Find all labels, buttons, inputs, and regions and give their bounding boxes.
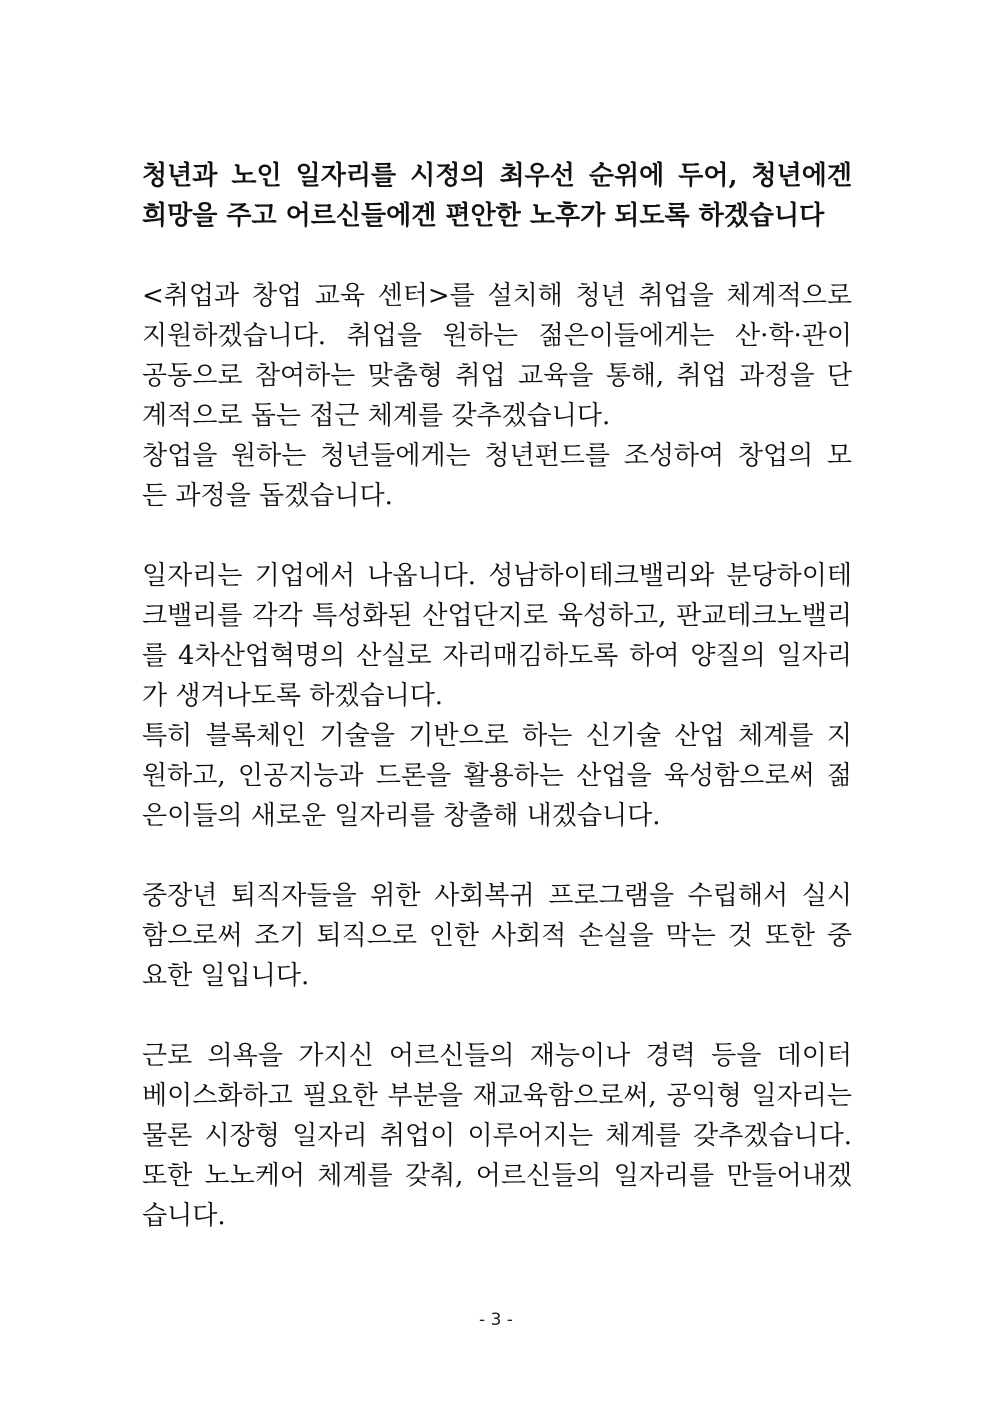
- text-line: 창업을 원하는 청년들에게는 청년펀드를 조성하여 창업의 모: [142, 441, 852, 471]
- text-line: 습니다.: [142, 1201, 226, 1231]
- text-line: 공동으로 참여하는 맞춤형 취업 교육을 통해, 취업 과정을 단: [142, 361, 852, 391]
- text-line: 함으로써 조기 퇴직으로 인한 사회적 손실을 막는 것 또한 중: [142, 921, 852, 951]
- text-line: 은이들의 새로운 일자리를 창출해 내겠습니다.: [142, 801, 661, 831]
- text-line: 크밸리를 각각 특성화된 산업단지로 육성하고, 판교테크노밸리: [142, 601, 852, 631]
- page-number: - 3 -: [479, 1310, 513, 1330]
- paragraph-gap: [142, 236, 852, 276]
- text-line: 베이스화하고 필요한 부분을 재교육함으로써, 공익형 일자리는: [142, 1081, 852, 1111]
- text-line: 또한 노노케어 체계를 갖춰, 어르신들의 일자리를 만들어내겠: [142, 1161, 852, 1191]
- text-line: 든 과정을 돕겠습니다.: [142, 481, 393, 511]
- text-line: <취업과 창업 교육 센터>를 설치해 청년 취업을 체계적으로: [142, 281, 852, 311]
- text-line: 지원하겠습니다. 취업을 원하는 젊은이들에게는 산·학·관이: [142, 321, 852, 351]
- paragraph-gap: [142, 516, 852, 556]
- text-line: 중장년 퇴직자들을 위한 사회복귀 프로그램을 수립해서 실시: [142, 881, 852, 911]
- heading-line: 희망을 주고 어르신들에겐 편안한 노후가 되도록 하겠습니다: [142, 201, 825, 231]
- text-line: 요한 일입니다.: [142, 961, 310, 991]
- document-body: [142, 156, 852, 1236]
- text-line: 를 4차산업혁명의 산실로 자리매김하도록 하여 양질의 일자리: [142, 641, 852, 671]
- text-line: 일자리는 기업에서 나옵니다. 성남하이테크밸리와 분당하이테: [142, 561, 852, 591]
- text-line: 원하고, 인공지능과 드론을 활용하는 산업을 육성함으로써 젊: [142, 761, 852, 791]
- paragraph-gap: [142, 996, 852, 1036]
- paragraph-gap: [142, 836, 852, 876]
- paragraph-tech-valley: [142, 556, 852, 836]
- text-line: 특히 블록체인 기술을 기반으로 하는 신기술 산업 체계를 지: [142, 721, 852, 751]
- text-line: 가 생겨나도록 하겠습니다.: [142, 681, 444, 711]
- text-line: 근로 의욕을 가지신 어르신들의 재능이나 경력 등을 데이터: [142, 1041, 852, 1071]
- heading-line: 청년과 노인 일자리를 시정의 최우선 순위에 두어, 청년에겐: [142, 161, 852, 191]
- paragraph-seniors: [142, 1036, 852, 1236]
- text-line: 물론 시장형 일자리 취업이 이루어지는 체계를 갖추겠습니다.: [142, 1121, 852, 1151]
- section-heading: [142, 156, 852, 236]
- paragraph-retirees: [142, 876, 852, 996]
- paragraph-startup-center: [142, 276, 852, 516]
- text-line: 계적으로 돕는 접근 체계를 갖추겠습니다.: [142, 401, 611, 431]
